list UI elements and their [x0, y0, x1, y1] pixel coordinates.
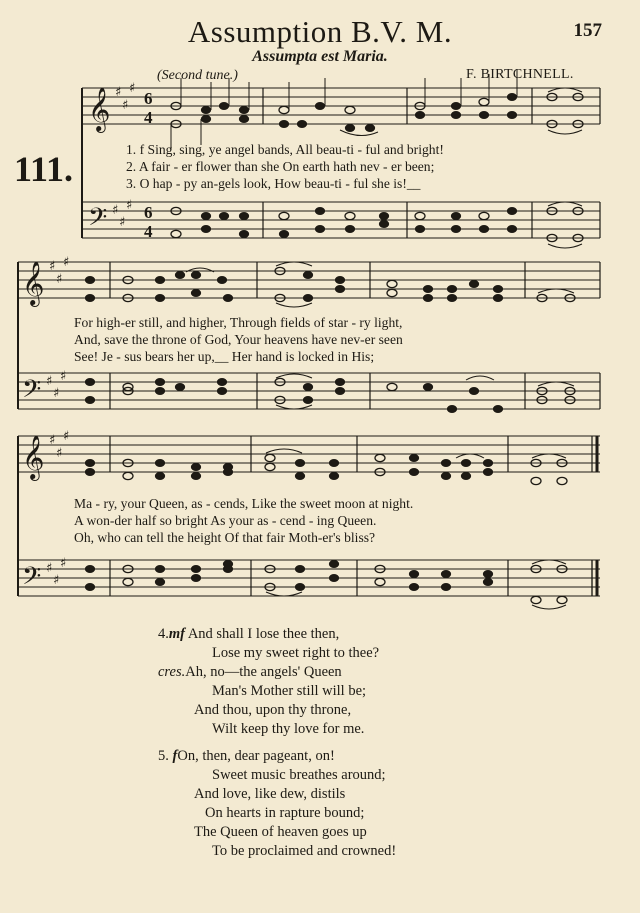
- lyric-line: And, save the throne of God, Your heavens have nev-er seen: [74, 332, 403, 347]
- lyric-line: For high-er still, and higher, Through fields of star - ry light,: [74, 315, 403, 330]
- svg-text:♯: ♯: [112, 203, 119, 218]
- svg-text:♯: ♯: [56, 272, 63, 287]
- bass-clef-icon: 𝄢: [22, 562, 42, 597]
- verse-4-line: 4.mf And shall I lose thee then,: [158, 626, 340, 642]
- treble-clef-icon: 𝄞: [22, 261, 45, 305]
- lyric-line: 2. A fair - er flower than she On earth hath nev - er been;: [126, 159, 435, 174]
- verse-4-line: And thou, upon thy throne,: [194, 702, 352, 718]
- verse-5-line: The Queen of heaven goes up: [194, 824, 367, 840]
- svg-text:♯: ♯: [49, 433, 56, 448]
- verse-4-line: Lose my sweet right to thee?: [212, 645, 380, 661]
- svg-text:4: 4: [144, 108, 153, 127]
- svg-text:♯: ♯: [53, 573, 60, 588]
- svg-text:♯: ♯: [46, 561, 53, 576]
- verse-5-line: And love, like dew, distils: [194, 786, 346, 802]
- tune-note: (Second tune.): [157, 68, 238, 83]
- page-number: 157: [573, 20, 602, 41]
- composer: F. BIRTCHNELL.: [466, 67, 574, 82]
- lyric-line: A won-der half so bright As your as - cend - ing Queen.: [74, 513, 377, 528]
- verse-5-line: Sweet music breathes around;: [212, 767, 386, 783]
- lyric-line: 3. O hap - py an-gels look, How beau-ti - ful she is!__: [126, 176, 421, 191]
- svg-text:♯: ♯: [60, 369, 67, 384]
- hymn-number: 111.: [14, 149, 74, 189]
- svg-text:♯: ♯: [56, 446, 63, 461]
- verse-4-line: Man's Mother still will be;: [212, 683, 367, 699]
- hymn-title: Assumption B.V. M.: [187, 14, 453, 49]
- treble-clef-icon: 𝄞: [88, 87, 111, 131]
- svg-text:♯: ♯: [129, 81, 136, 96]
- svg-text:♯: ♯: [46, 374, 53, 389]
- lyric-line: Ma - ry, your Queen, as - cends, Like the sweet moon at night.: [74, 496, 414, 511]
- bass-clef-icon: 𝄢: [88, 203, 108, 238]
- hymn-subtitle: Assumpta est Maria.: [252, 48, 388, 65]
- bass-clef-icon: 𝄢: [22, 375, 42, 410]
- svg-text:6: 6: [144, 89, 153, 108]
- svg-text:♯: ♯: [60, 556, 67, 571]
- svg-text:♯: ♯: [53, 386, 60, 401]
- verse-5-line: 5. fOn, then, dear pageant, on!: [158, 748, 335, 764]
- verse-5-line: To be proclaimed and crowned!: [212, 843, 397, 859]
- lyric-line: See! Je - sus bears her up,__ Her hand is locked in His;: [74, 349, 375, 364]
- svg-text:♯: ♯: [49, 259, 56, 274]
- treble-clef-icon: 𝄞: [22, 435, 45, 479]
- svg-text:6: 6: [144, 203, 153, 222]
- svg-text:♯: ♯: [126, 198, 133, 213]
- svg-text:♯: ♯: [122, 98, 129, 113]
- svg-text:♯: ♯: [63, 429, 70, 444]
- lyric-line: 1. f Sing, sing, ye angel bands, All beau-ti - ful and bright!: [126, 142, 444, 157]
- svg-text:4: 4: [144, 222, 153, 241]
- verse-5-line: On hearts in rapture bound;: [205, 805, 365, 821]
- verse-4-line: cres.Ah, no—the angels' Queen: [158, 664, 342, 680]
- svg-text:♯: ♯: [63, 255, 70, 270]
- verse-4-line: Wilt keep thy love for me.: [212, 721, 365, 737]
- lyric-line: Oh, who can tell the height Of that fair Moth-er's bliss?: [74, 530, 376, 545]
- svg-text:♯: ♯: [119, 215, 126, 230]
- svg-text:♯: ♯: [115, 85, 122, 100]
